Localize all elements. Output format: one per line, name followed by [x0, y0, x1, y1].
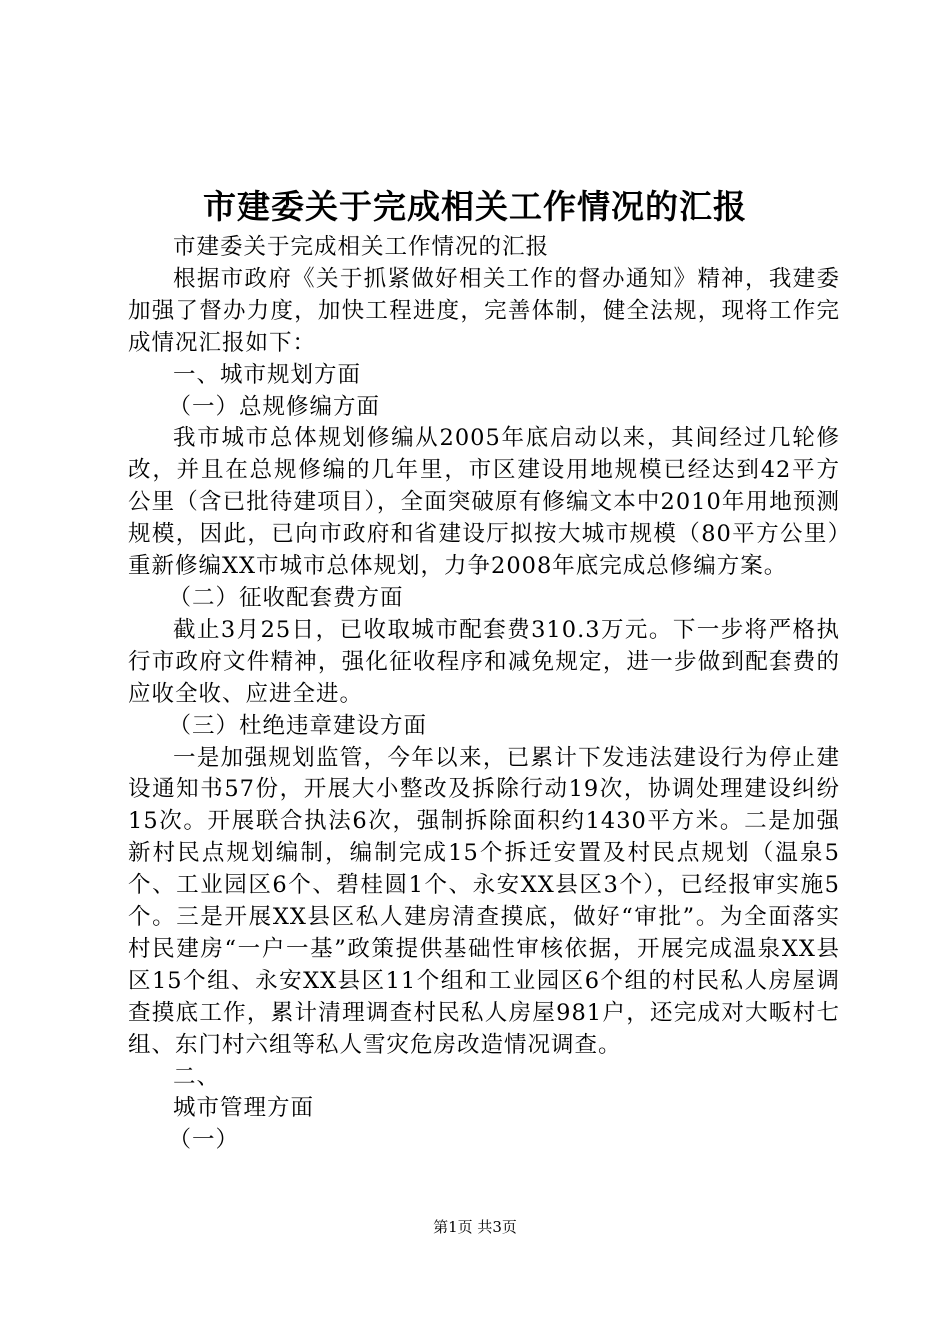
section-heading-planning: 一、城市规划方面 — [173, 361, 362, 388]
section-heading-management: 城市管理方面 — [173, 1095, 315, 1122]
subsection-heading-fees: （二）征收配套费方面 — [168, 584, 404, 611]
document-body — [128, 232, 840, 1157]
subsection-heading-master-plan: （一）总规修编方面 — [168, 393, 381, 420]
page-number: 第1页 共3页 — [433, 1218, 517, 1236]
subsection-heading-one: （一） — [168, 1127, 240, 1154]
paragraph-intro: 根据市政府《关于抓紧做好相关工作的督办通知》精神，我建委加强了督办力度，加快工程进度，完善体制，健全法规，现将工作完成情况汇报如下： — [128, 265, 840, 356]
paragraph-illegal-construction: 一是加强规划监管，今年以来，已累计下发违法建设行为停止建设通知书57份，开展大小整改及拆除行动19次，协调处理建设纠纷15次。开展联合执法6次，强制拆除面积约1430平方米。二是加强新村民点规划编制，编制完成15个拆迁安置及村民点规划（温泉5个、工业园区6个、碧桂圆1个、永安XX县区3个），已经报审实施5个。三是开展XX县区私人建房清查摸底，做好“审批”。为全面落实村民建房“一户一基”政策提供基础性审核依据，开展完成温泉XX县区15个组、永安XX县区11个组和工业园区6个组的村民私人房屋调查摸底工作，累计清理调查村民私人房屋981户，还完成对大畈村七组、东门村六组等私人雪灾危房改造情况调查。 — [128, 744, 840, 1058]
paragraph-master-plan: 我市城市总体规划修编从2005年底启动以来，其间经过几轮修改，并且在总规修编的几年里，市区建设用地规模已经达到42平方公里（含已批待建项目），全面突破原有修编文本中2010年用地预测规模，因此，已向市政府和省建设厅拟按大城市规模（80平方公里）重新修编XX市城市总体规划，力争2008年底完成总修编方案。 — [128, 425, 840, 580]
subsection-heading-illegal-construction: （三）杜绝违章建设方面 — [168, 712, 428, 739]
document-title: 市建委关于完成相关工作情况的汇报 — [203, 187, 747, 226]
section-heading-two: 二、 — [173, 1063, 221, 1090]
paragraph-fees: 截止3月25日，已收取城市配套费310.3万元。下一步将严格执行市政府文件精神，强化征收程序和减免规定，进一步做到配套费的应收全收、应进全进。 — [128, 616, 840, 707]
paragraph-heading-repeat: 市建委关于完成相关工作情况的汇报 — [173, 234, 550, 260]
